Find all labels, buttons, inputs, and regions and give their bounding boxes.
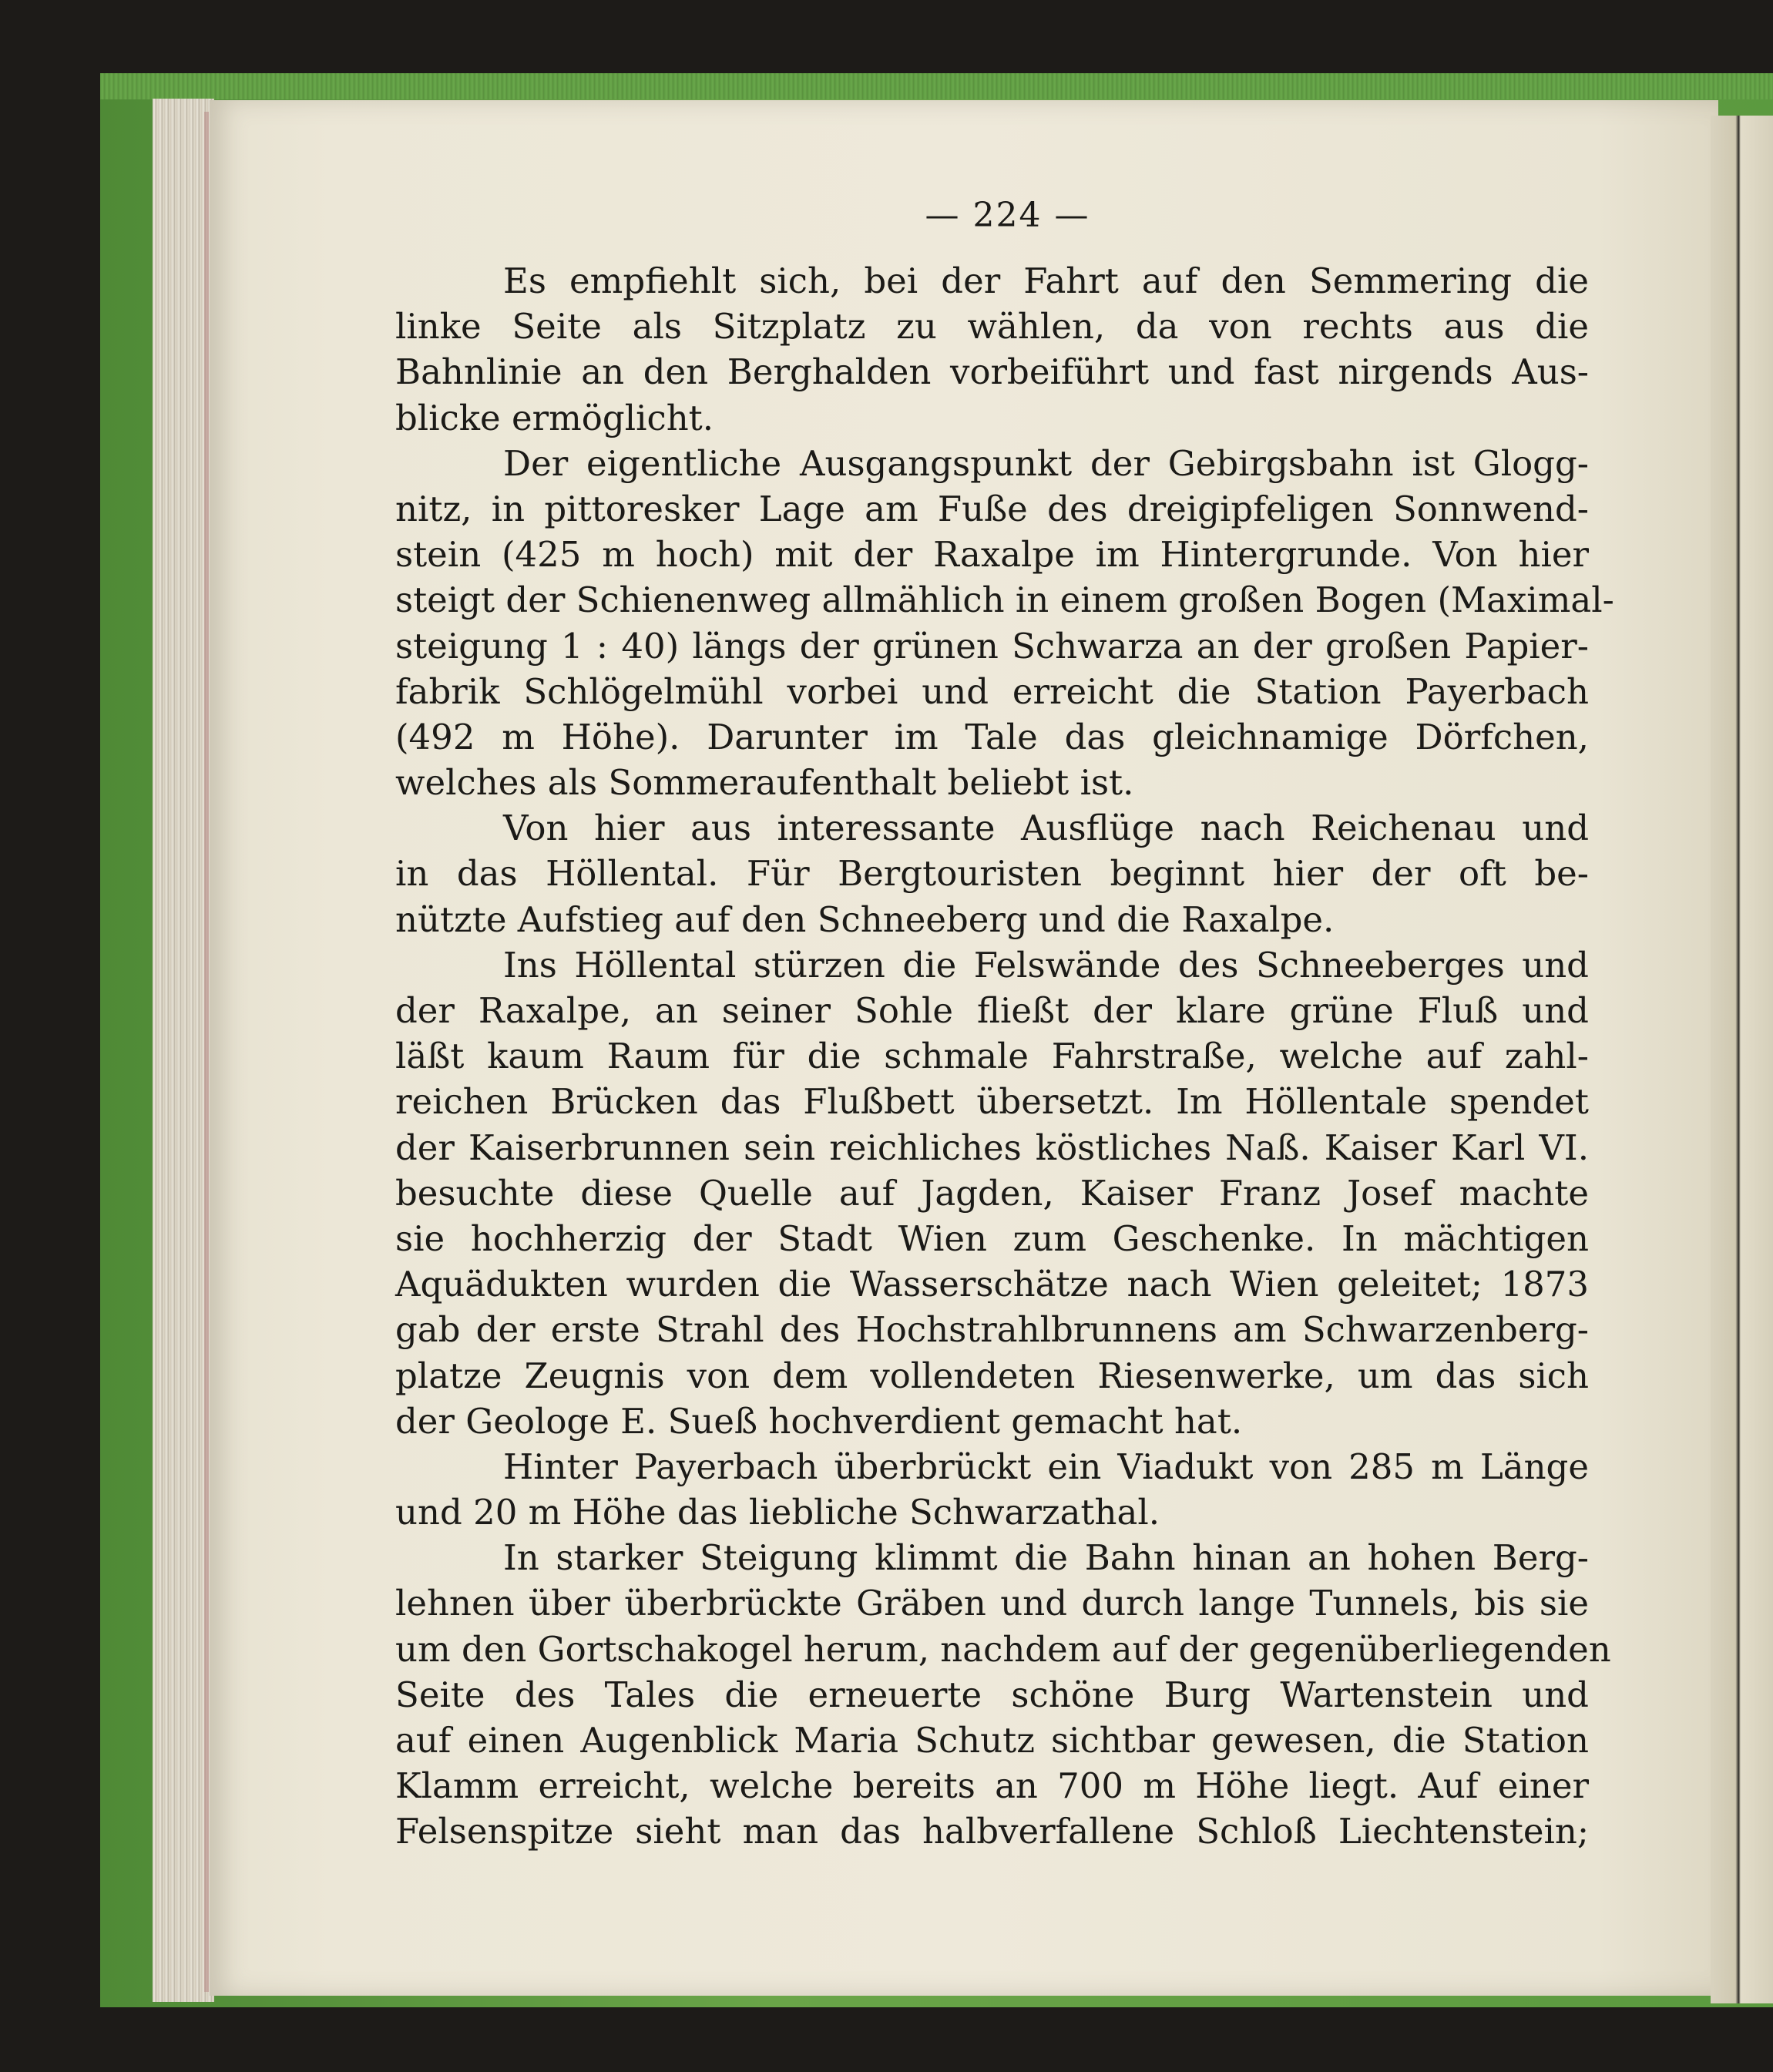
text-line: steigt der Schienenweg allmählich in einem großen Bogen (Maximal- bbox=[395, 579, 1614, 621]
text-line: nitz, in pittoresker Lage am Fuße des dreigipfeligen Sonnwend- bbox=[395, 488, 1589, 529]
page-number: — 224 — bbox=[925, 196, 1090, 235]
book-cover-edge bbox=[100, 73, 1773, 99]
text-line: stein (425 m hoch) mit der Raxalpe im Hintergrunde. Von hier bbox=[395, 534, 1589, 576]
page-gutter bbox=[1711, 116, 1773, 2003]
text-line: fabrik Schlögelmühl vorbei und erreicht die Station Payerbach bbox=[395, 670, 1589, 712]
text-line: Es empfiehlt sich, bei der Fahrt auf den Semmering die bbox=[503, 260, 1589, 301]
text-line: platze Zeugnis von dem vollendeten Riesenwerke, um das sich bbox=[395, 1355, 1589, 1396]
text-line: Von hier aus interessante Ausflüge nach Reichenau und bbox=[503, 808, 1589, 849]
text-line: steigung 1 : 40) längs der grünen Schwarza an der großen Papier- bbox=[395, 625, 1589, 667]
text-line: der Raxalpe, an seiner Sohle fließt der klare grüne Fluß und bbox=[395, 990, 1589, 1031]
text-line: In starker Steigung klimmt die Bahn hinan an hohen Berg- bbox=[503, 1537, 1589, 1579]
text-line: lehnen über überbrückte Gräben und durch lange Tunnels, bis sie bbox=[395, 1583, 1589, 1624]
text-line: Klamm erreicht, welche bereits an 700 m Höhe liegt. Auf einer bbox=[395, 1765, 1589, 1807]
text-line: und 20 m Höhe das liebliche Schwarzathal. bbox=[395, 1492, 1160, 1533]
text-line: besuchte diese Quelle auf Jagden, Kaiser Franz Josef machte bbox=[395, 1172, 1589, 1214]
text-line: läßt kaum Raum für die schmale Fahrstraße, welche auf zahl- bbox=[395, 1036, 1589, 1077]
text-line: Aquädukten wurden die Wasserschätze nach Wien geleitet; 1873 bbox=[395, 1264, 1589, 1305]
text-line: welches als Sommeraufenthalt beliebt ist. bbox=[395, 762, 1134, 804]
text-line: Hinter Payerbach überbrückt ein Viadukt von 285 m Länge bbox=[503, 1446, 1589, 1487]
text-line: blicke ermöglicht. bbox=[395, 397, 714, 438]
text-line: reichen Brücken das Flußbett übersetzt. Im Höllentale spendet bbox=[395, 1081, 1589, 1123]
text-line: der Geologe E. Sueß hochverdient gemacht hat. bbox=[395, 1400, 1243, 1442]
text-line: sie hochherzig der Stadt Wien zum Geschenke. In mächtigen bbox=[395, 1217, 1589, 1259]
text-line: nützte Aufstieg auf den Schneeberg und die Raxalpe. bbox=[395, 898, 1335, 940]
text-line: der Kaiserbrunnen sein reichliches köstliches Naß. Kaiser Karl VI. bbox=[395, 1127, 1589, 1168]
text-line: auf einen Augenblick Maria Schutz sichtbar gewesen, die Station bbox=[395, 1720, 1589, 1761]
page-edge-tint bbox=[204, 112, 209, 1992]
text-line: Felsenspitze sieht man das halbverfallene Schloß Liechtenstein; bbox=[395, 1811, 1589, 1852]
text-line: (492 m Höhe). Darunter im Tale das gleichnamige Dörfchen, bbox=[395, 716, 1589, 757]
text-line: Seite des Tales die erneuerte schöne Burg Wartenstein und bbox=[395, 1674, 1589, 1715]
text-line: Ins Höllental stürzen die Felswände des Schneeberges und bbox=[503, 944, 1589, 986]
text-line: in das Höllental. Für Bergtouristen beginnt hier der oft be- bbox=[395, 853, 1589, 895]
text-line: Der eigentliche Ausgangspunkt der Gebirgsbahn ist Glogg- bbox=[503, 442, 1589, 484]
page-text bbox=[395, 196, 1614, 1855]
text-lines bbox=[395, 258, 1614, 1855]
text-line: linke Seite als Sitzplatz zu wählen, da von rechts aus die bbox=[395, 306, 1589, 348]
text-line: um den Gortschakogel herum, nachdem auf der gegenüberliegenden bbox=[395, 1628, 1611, 1670]
text-line: Bahnlinie an den Berghalden vorbeiführt und fast nirgends Aus- bbox=[395, 351, 1589, 393]
text-line: gab der erste Strahl des Hochstrahlbrunnens am Schwarzenberg- bbox=[395, 1309, 1589, 1351]
